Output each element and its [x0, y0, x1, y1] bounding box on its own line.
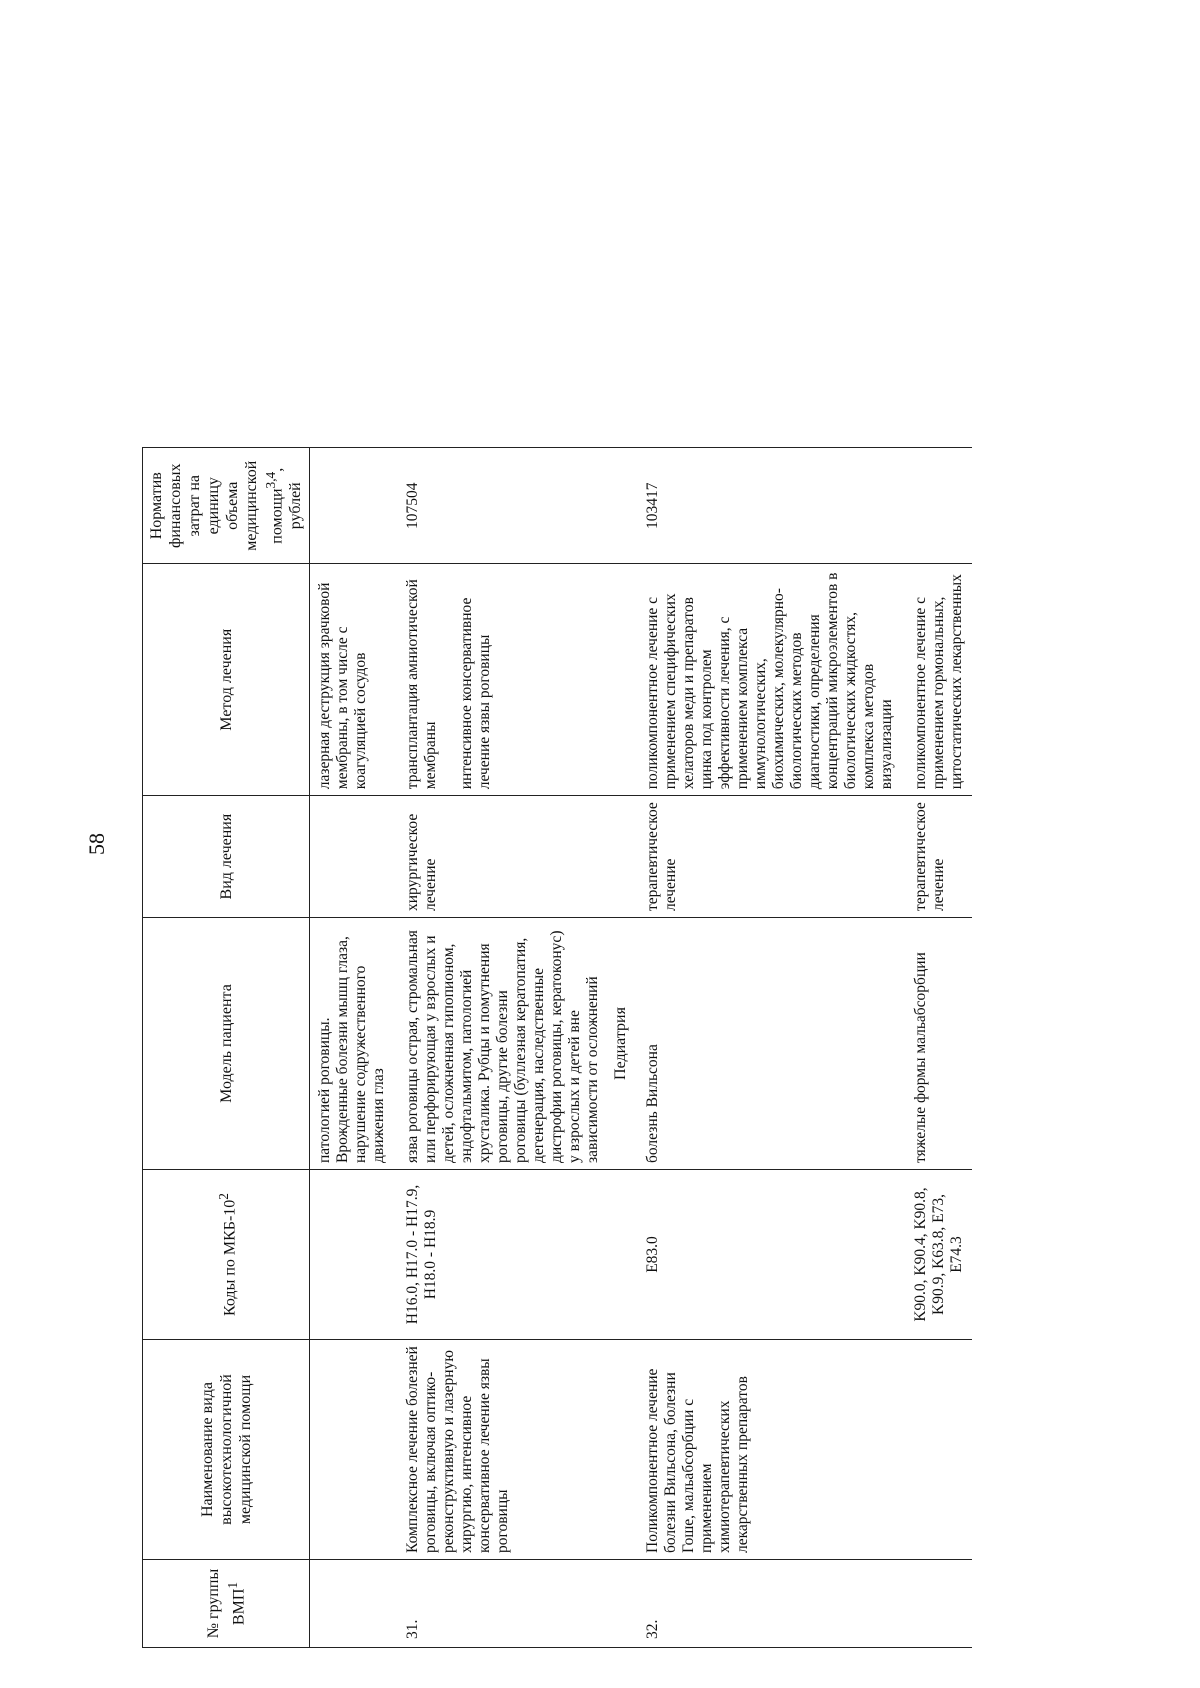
method-cell: трансплантация амниотической мембраны интенсивное консервативное лечение язвы роговицы: [394, 564, 608, 796]
group-number-cell: 31.: [394, 1560, 608, 1648]
name-cell: Поликомпонентное лечение болезни Вильсона, болезни Гоше, мальабсорбции с применением химиотерапевтических лекарственных препаратов: [634, 1340, 902, 1560]
header-group-number: № группы ВМП$^1$: [143, 1560, 310, 1648]
method-cell: лазерная деструкция зрачковой мембраны, в том числе с коагуляцией сосудов: [310, 564, 395, 796]
norm-cell: 107504: [394, 448, 608, 564]
header-codes: Коды по МКБ-$10^2$: [143, 1170, 310, 1340]
section-row: [608, 448, 634, 1648]
table-row: [634, 448, 902, 1648]
header-type: Вид лечения: [143, 796, 310, 918]
header-method: Метод лечения: [143, 564, 310, 796]
table-row: [394, 448, 608, 1648]
type-cell: терапевтическое лечение: [902, 796, 972, 918]
section-title: Педиатрия: [608, 918, 634, 1170]
model-cell: болезнь Вильсона: [634, 918, 902, 1170]
codes-cell: H16.0, H17.0 - H17.9, H18.0 - H18.9: [394, 1170, 608, 1340]
codes-cell: E83.0: [634, 1170, 902, 1340]
header-norm: Норматив финансовых затрат на единицу объема медицинской помощи$^{3,4}$, рублей: [143, 448, 310, 564]
model-cell: тяжелые формы мальабсорбции: [902, 918, 972, 1170]
table-row: [902, 448, 972, 1648]
header-row: [143, 448, 310, 1648]
codes-cell: K90.0, K90.4, K90.8, K90.9, K63.8, E73, E74.3: [902, 1170, 972, 1340]
header-name: Наименование вида высокотехнологичной медицинской помощи: [143, 1340, 310, 1560]
vmp-table-container: [142, 447, 972, 1648]
vmp-table: [142, 447, 972, 1648]
type-cell: хирургическое лечение: [394, 796, 608, 918]
norm-cell: 103417: [634, 448, 902, 564]
header-model: Модель пациента: [143, 918, 310, 1170]
page-number: 58: [84, 833, 109, 855]
model-cell: патологией роговицы. Врожденные болезни мышц глаза, нарушение содружественного движения глаз: [310, 918, 395, 1170]
type-cell: терапевтическое лечение: [634, 796, 902, 918]
table-row: [310, 448, 395, 1648]
method-cell: поликомпонентное лечение с применением специфических хелаторов меди и препаратов цинка под контролем эффективности лечения, с применением комплекса иммунологических, биохимических, молекулярно-биологических методов диагностики, определения концентраций микроэлементов в биологических жидкостях, комплекса методов визуализации: [634, 564, 902, 796]
method-cell: поликомпонентное лечение с применением гормональных, цитостатических лекарственных: [902, 564, 972, 796]
model-cell: язва роговицы острая, стромальная или перфорирующая у взрослых и детей, осложненная гипопионом, эндофтальмитом, патологией хрусталика. Рубцы и помутнения роговицы, другие болезни роговицы (буллезная кератопатия, дегенерация, наследственные дистрофии роговицы, кератоконус) у взрослых и детей вне зависимости от осложнений: [394, 918, 608, 1170]
name-cell: Комплексное лечение болезней роговицы, включая оптико-реконструктивную и лазерную хирургию, интенсивное консервативное лечение язвы роговицы: [394, 1340, 608, 1560]
group-number-cell: 32.: [634, 1560, 902, 1648]
